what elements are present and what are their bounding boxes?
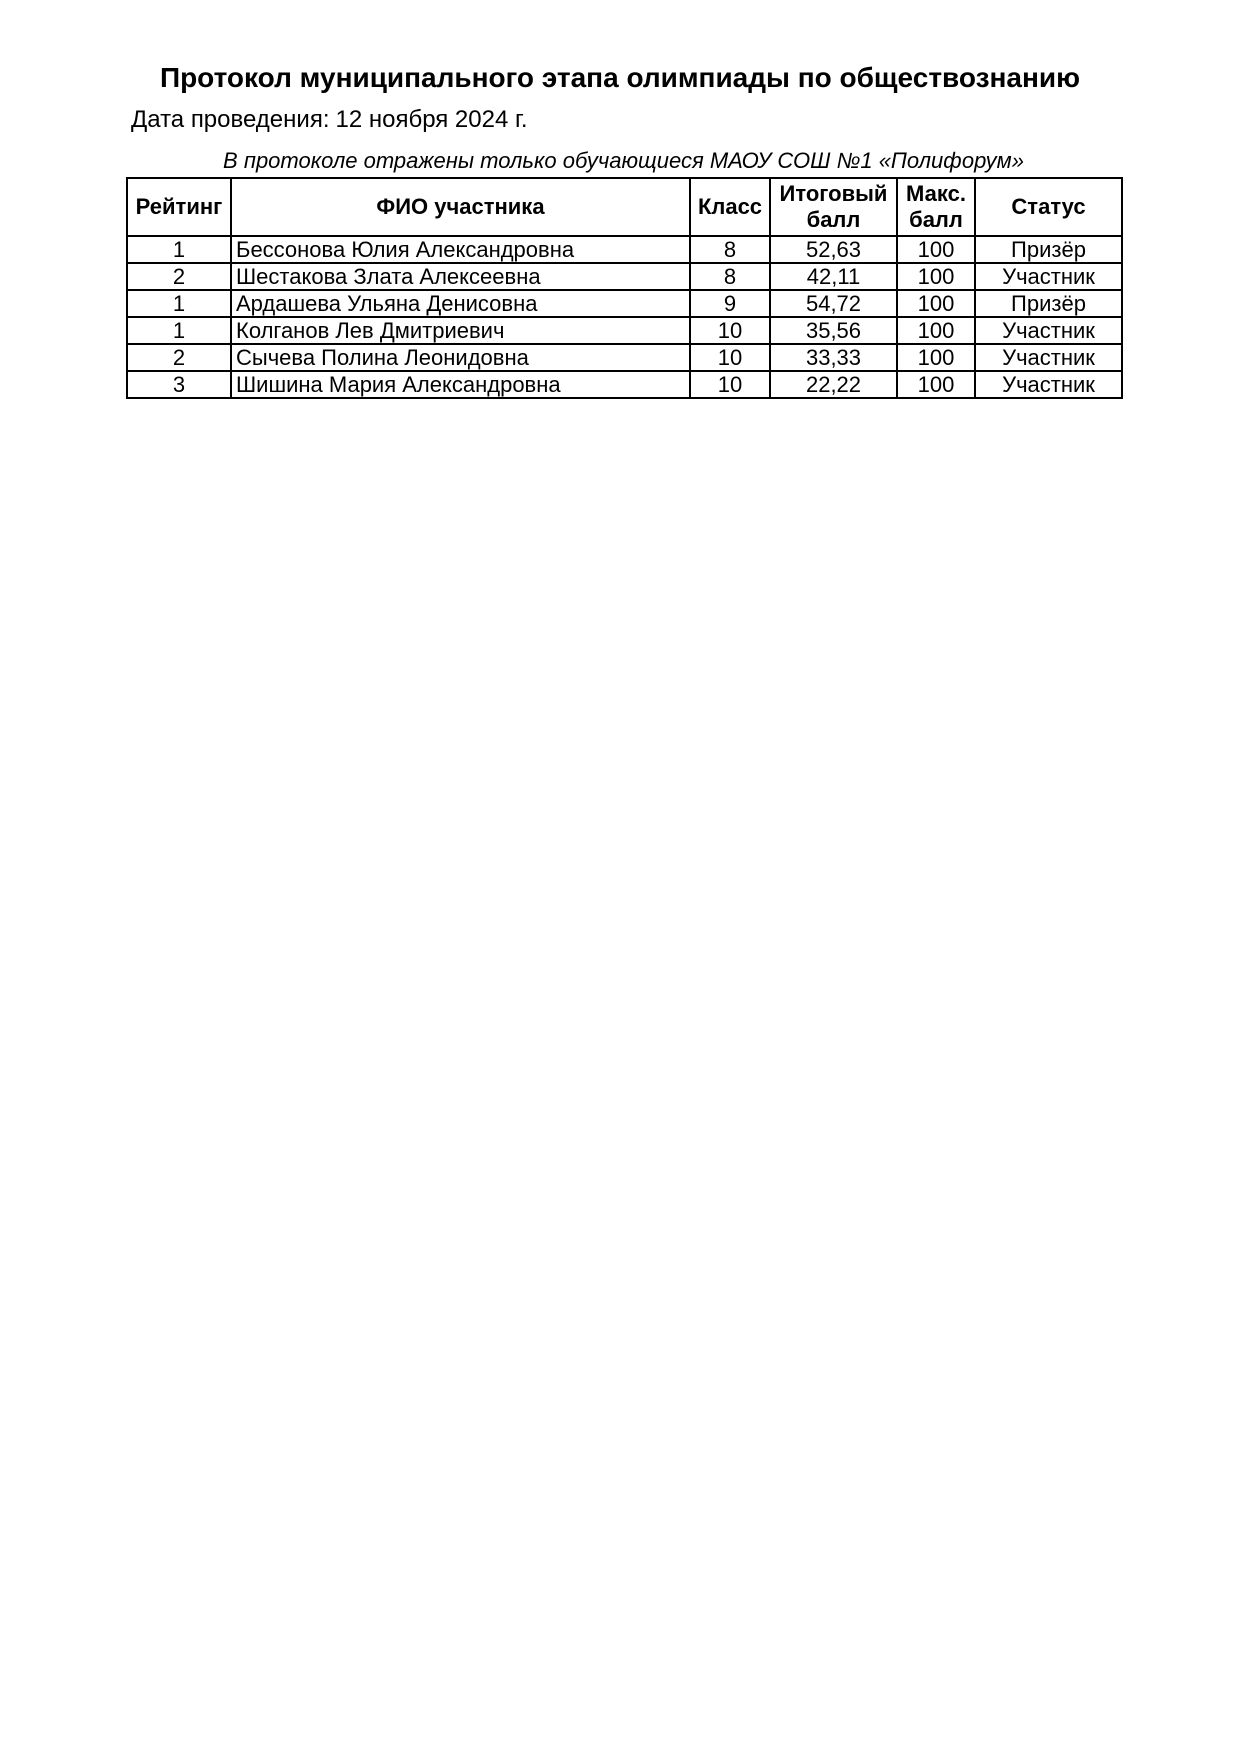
grade-cell: 10: [690, 317, 770, 344]
rating-cell: 2: [127, 344, 231, 371]
header-grade: Класс: [690, 178, 770, 236]
max-score-cell: 100: [897, 236, 975, 263]
rating-cell: 1: [127, 236, 231, 263]
score-cell: 35,56: [770, 317, 897, 344]
header-total-score: Итоговый балл: [770, 178, 897, 236]
status-cell: Участник: [975, 263, 1122, 290]
table-row: [127, 371, 1122, 398]
header-max-score: Макс. балл: [897, 178, 975, 236]
header-status: Статус: [975, 178, 1122, 236]
score-cell: 52,63: [770, 236, 897, 263]
name-cell: Колганов Лев Дмитриевич: [231, 317, 690, 344]
score-cell: 22,22: [770, 371, 897, 398]
max-score-cell: 100: [897, 371, 975, 398]
status-cell: Призёр: [975, 290, 1122, 317]
rating-cell: 1: [127, 290, 231, 317]
table-row: [127, 263, 1122, 290]
max-score-cell: 100: [897, 344, 975, 371]
rating-cell: 3: [127, 371, 231, 398]
grade-cell: 8: [690, 236, 770, 263]
score-cell: 54,72: [770, 290, 897, 317]
table-row: [127, 344, 1122, 371]
status-cell: Участник: [975, 344, 1122, 371]
max-score-cell: 100: [897, 290, 975, 317]
name-cell: Шестакова Злата Алексеевна: [231, 263, 690, 290]
status-cell: Призёр: [975, 236, 1122, 263]
rating-cell: 2: [127, 263, 231, 290]
name-cell: Бессонова Юлия Александровна: [231, 236, 690, 263]
status-cell: Участник: [975, 371, 1122, 398]
date-value: 12 ноября 2024 г.: [335, 106, 528, 133]
status-cell: Участник: [975, 317, 1122, 344]
date-label: Дата проведения:: [131, 106, 330, 133]
protocol-note: В протоколе отражены только обучающиеся МАОУ СОШ №1 «Полифорум»: [223, 148, 1024, 173]
rating-cell: 1: [127, 317, 231, 344]
grade-cell: 8: [690, 263, 770, 290]
header-rating: Рейтинг: [127, 178, 231, 236]
results-table: [126, 177, 1123, 399]
table-row: [127, 290, 1122, 317]
name-cell: Ардашева Ульяна Денисовна: [231, 290, 690, 317]
table-row: [127, 236, 1122, 263]
max-score-cell: 100: [897, 263, 975, 290]
table-row: [127, 317, 1122, 344]
page-title: Протокол муниципального этапа олимпиады по обществознанию: [159, 62, 1081, 93]
score-cell: 42,11: [770, 263, 897, 290]
grade-cell: 9: [690, 290, 770, 317]
event-date: [131, 105, 527, 135]
grade-cell: 10: [690, 344, 770, 371]
name-cell: Сычева Полина Леонидовна: [231, 344, 690, 371]
max-score-cell: 100: [897, 317, 975, 344]
table-header-row: [127, 178, 1122, 236]
header-participant-name: ФИО участника: [231, 178, 690, 236]
name-cell: Шишина Мария Александровна: [231, 371, 690, 398]
score-cell: 33,33: [770, 344, 897, 371]
grade-cell: 10: [690, 371, 770, 398]
